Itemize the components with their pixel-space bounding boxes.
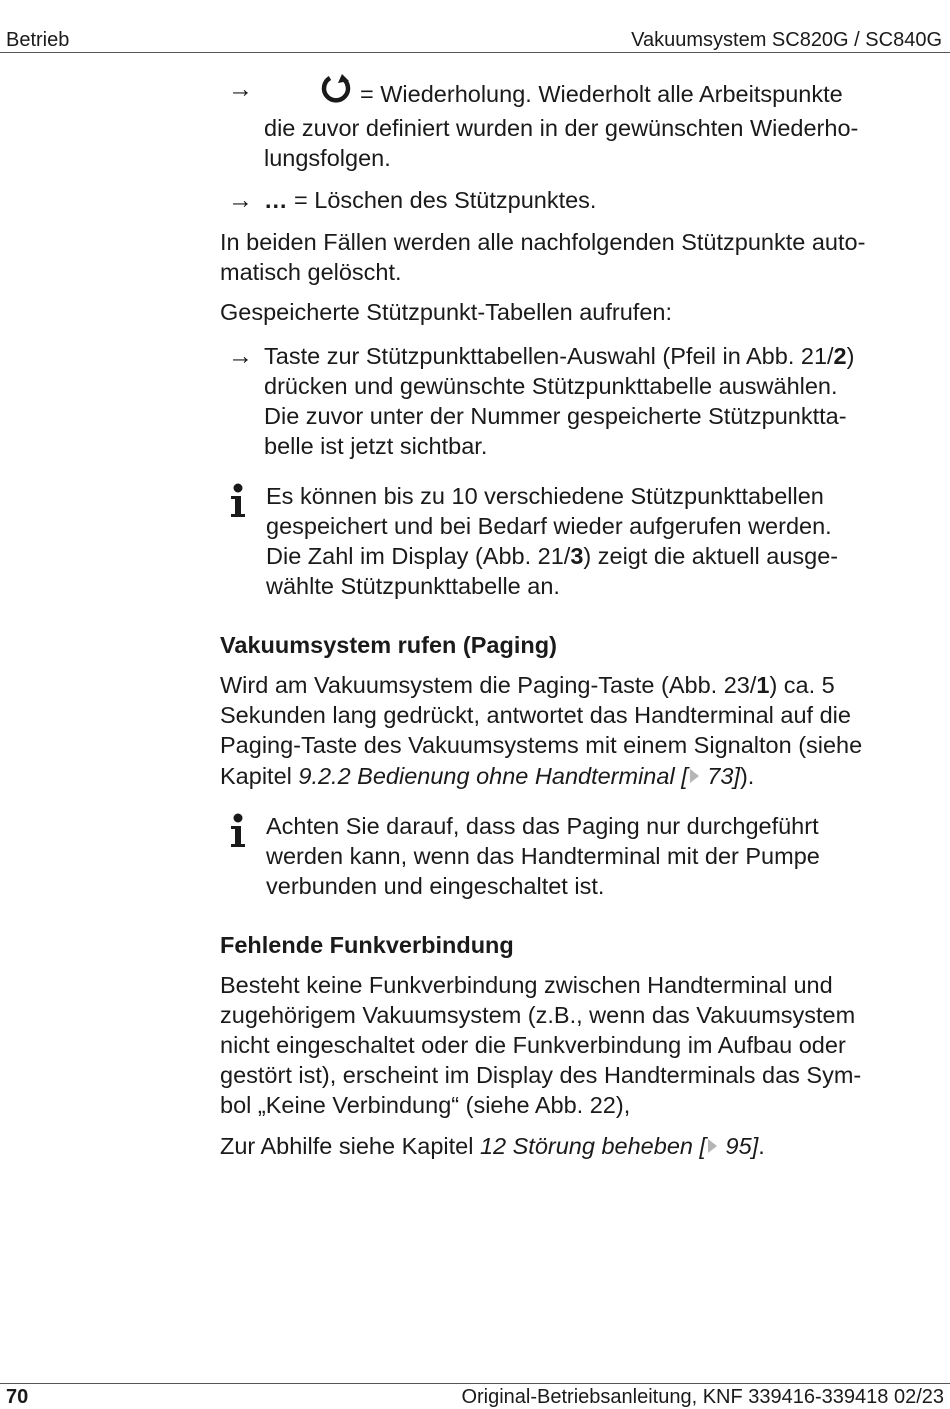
section-heading: Vakuumsystem rufen (Paging) <box>220 632 557 658</box>
step-repeat: → = Wiederholung. Wiederholt alle Arbeitspunkte die zuvor definiert wurden in der gewünschten Wiederho- lungsfolgen. <box>228 75 859 171</box>
ellipsis-symbol: … <box>264 187 288 213</box>
paragraph: Besteht keine Funkverbindung zwischen Handterminal und zugehörigem Vakuumsystem (z.B., wenn das Vakuumsystem nicht eingeschaltet oder die Funkverbindung im Aufbau oder gestört ist), erscheint im Display des Handterminals das Sym- bol „Keine Verbindung“ (siehe Abb. 22), <box>220 972 862 1118</box>
triangle-right-icon <box>708 1130 717 1160</box>
step-select-table: → Taste zur Stützpunkttabellen-Auswahl (Pfeil in Abb. 21/2) drücken und gewünschte Stützpunkttabelle auswählen. Die zuvor unter der Nummer gespeicherte Stützpunktta- belle ist jetzt sichtbar. <box>228 342 855 459</box>
step-delete: → … = Löschen des Stützpunktes. <box>228 186 597 214</box>
info-icon <box>230 483 246 528</box>
paragraph: Zur Abhilfe siehe Kapitel 12 Störung beheben [ 95]. <box>220 1130 932 1161</box>
paragraph: Wird am Vakuumsystem die Paging-Taste (Abb. 23/1) ca. 5 Sekunden lang gedrückt, antwortet das Handterminal auf die Paging-Taste des Vakuumsystems mit einem Signalton (siehe Kapitel 9.2.2 Bedienung ohne Handterminal [ 73]). <box>220 672 863 789</box>
info-note: Es können bis zu 10 verschiedene Stützpunkttabellen gespeichert und bei Bedarf wieder aufgerufen werden. Die Zahl im Display (Abb. 21/3) zeigt die aktuell ausge- wählte Stützpunkttabelle an. <box>220 481 932 601</box>
header-product: Vakuumsystem SC820G / SC840G <box>631 29 942 51</box>
repeat-icon <box>318 74 354 113</box>
triangle-right-icon <box>690 760 699 790</box>
info-icon <box>230 813 246 858</box>
page-content <box>220 74 932 1161</box>
chapter-link[interactable]: 9.2.2 Bedienung ohne Handterminal [ 73] <box>298 763 740 789</box>
paragraph: In beiden Fällen werden alle nachfolgenden Stützpunkte auto- matisch gelöscht. <box>220 229 866 285</box>
arrow-icon: → <box>228 342 253 370</box>
header-section: Betrieb <box>6 29 70 51</box>
arrow-icon: → <box>228 186 253 214</box>
page-number: 70 <box>6 1386 29 1408</box>
document-id: Original-Betriebsanleitung, KNF 339416-339418 02/23 <box>461 1386 944 1408</box>
section-heading: Fehlende Funkverbindung <box>220 932 514 958</box>
page-header <box>0 0 950 53</box>
chapter-link[interactable]: 12 Störung beheben [ 95] <box>480 1133 758 1159</box>
paragraph: Gespeicherte Stützpunkt-Tabellen aufrufen: <box>220 299 672 325</box>
page-footer <box>0 1383 950 1408</box>
arrow-icon: → <box>228 75 253 103</box>
info-note: Achten Sie darauf, dass das Paging nur durchgeführt werden kann, wenn das Handterminal mit der Pumpe verbunden und eingeschaltet ist. <box>220 811 932 901</box>
